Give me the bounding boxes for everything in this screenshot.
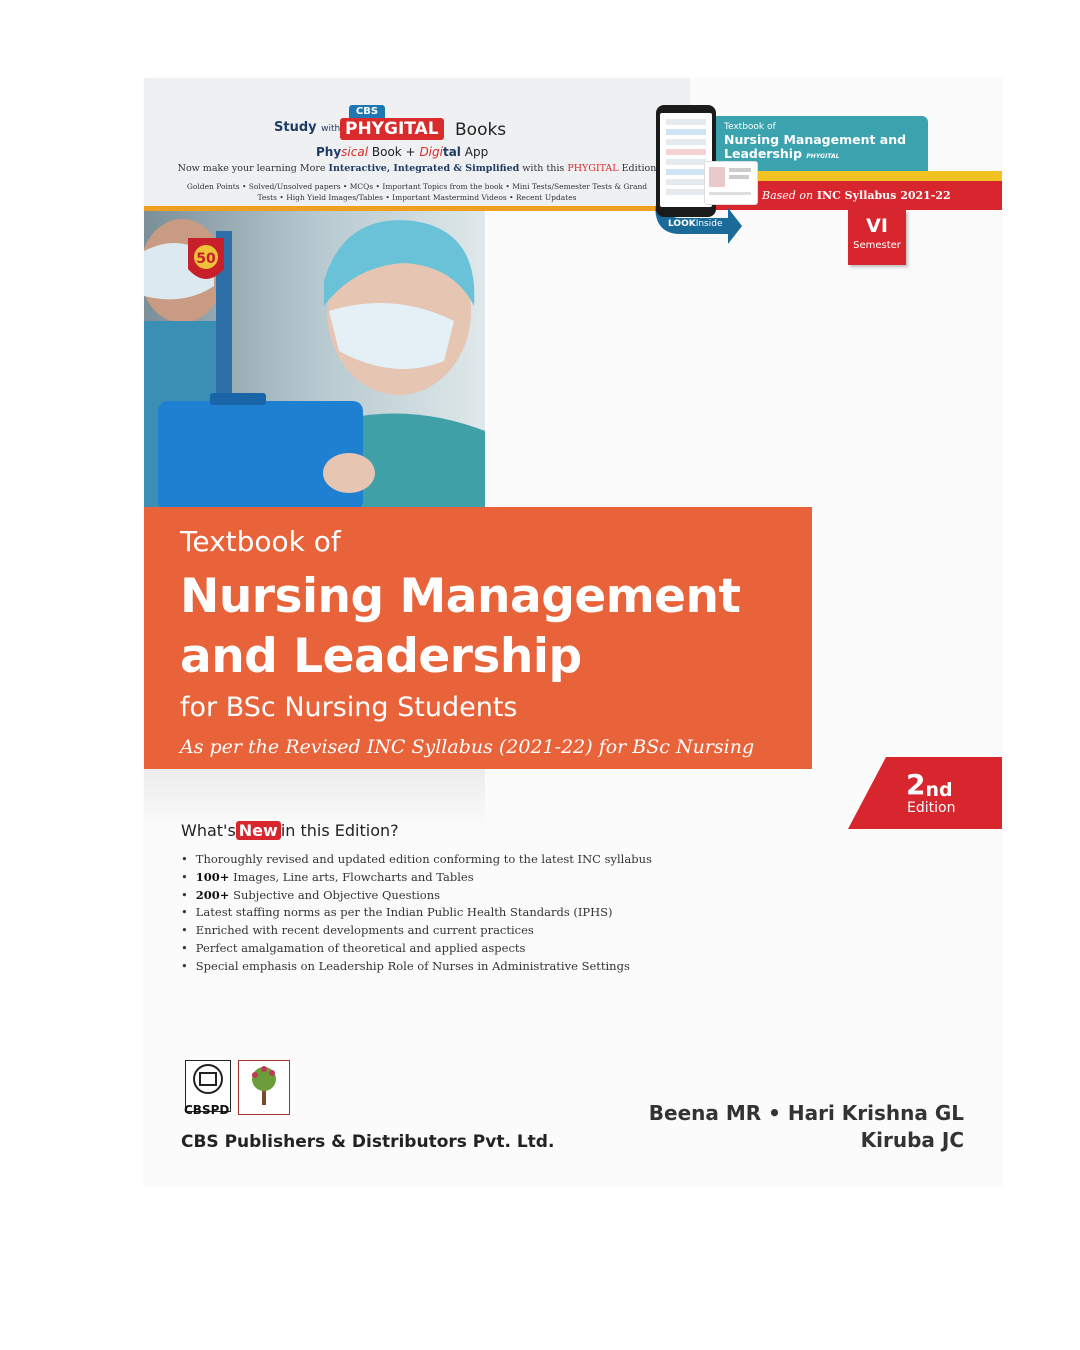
whats-new-list xyxy=(181,851,652,976)
syllabus-line: As per the Revised INC Syllabus (2021-22) for BSc Nursing xyxy=(180,736,755,758)
syllabus-band: Based on INC Syllabus 2021-22 xyxy=(716,181,1002,210)
nursing-knowledge-tree-logo-icon xyxy=(238,1060,290,1115)
look-inside-label: LOOKInside xyxy=(668,219,723,229)
semester-tab xyxy=(848,210,906,265)
author-list: Beena MR • Hari Krishna GL Kiruba JC xyxy=(648,1101,964,1152)
list-item: • 200+ Subjective and Objective Questions xyxy=(181,887,652,905)
app-popup xyxy=(704,161,758,205)
semester-number: VI xyxy=(866,215,888,237)
side-title-small: Textbook of xyxy=(724,122,776,132)
edition-label: Edition xyxy=(907,800,956,816)
list-item: • Special emphasis on Leadership Role of Nurses in Administrative Settings xyxy=(181,958,652,976)
shadow-fade xyxy=(144,769,485,829)
list-item: • Latest staffing norms as per the Indian Public Health Standards (IPHS) xyxy=(181,904,652,922)
edition-number: 2nd xyxy=(906,768,953,801)
cbs-tag: CBS xyxy=(349,105,385,119)
whats-new-heading: What's New in this Edition? xyxy=(181,821,399,840)
book-cover xyxy=(144,78,1002,1186)
publisher-name: CBS Publishers & Distributors Pvt. Ltd. xyxy=(181,1132,555,1152)
phygital-features: Golden Points • Solved/Unsolved papers • MCQs • Important Topics from the book • Mini Tests/Semester Tests & Grand Tests • High Yield Images/Tables • Important Mastermind Videos • Recent Updates xyxy=(186,182,648,202)
side-title: Nursing Management and Leadership PHYGITAL xyxy=(724,132,907,161)
nurses-photo xyxy=(144,211,485,508)
book-title: Nursing Management and Leadership xyxy=(180,569,741,684)
semester-label: Semester xyxy=(853,240,901,251)
phygital-tagline: Now make your learning More Interactive, Integrated & Simplified with this PHYGITAL Edition xyxy=(177,163,657,174)
title-block xyxy=(144,507,812,769)
yellow-stripe xyxy=(716,171,1002,181)
cbspd-label: CBSPD xyxy=(184,1103,230,1117)
anniversary-badge-number: 50 xyxy=(196,251,216,267)
audience-line: for BSc Nursing Students xyxy=(180,692,518,723)
list-item: • 100+ Images, Line arts, Flowcharts and Tables xyxy=(181,869,652,887)
title-prefix: Textbook of xyxy=(180,525,341,558)
list-item: • Enriched with recent developments and current practices xyxy=(181,922,652,940)
list-item: • Thoroughly revised and updated edition conforming to the latest INC syllabus xyxy=(181,851,652,869)
books-label: Books xyxy=(455,120,507,140)
study-with-label: Study with xyxy=(274,120,341,135)
list-item: • Perfect amalgamation of theoretical and applied aspects xyxy=(181,940,652,958)
physical-digital-line: Physical Book + Digital App xyxy=(316,145,489,159)
phygital-logo: PHYGITAL xyxy=(340,118,444,140)
